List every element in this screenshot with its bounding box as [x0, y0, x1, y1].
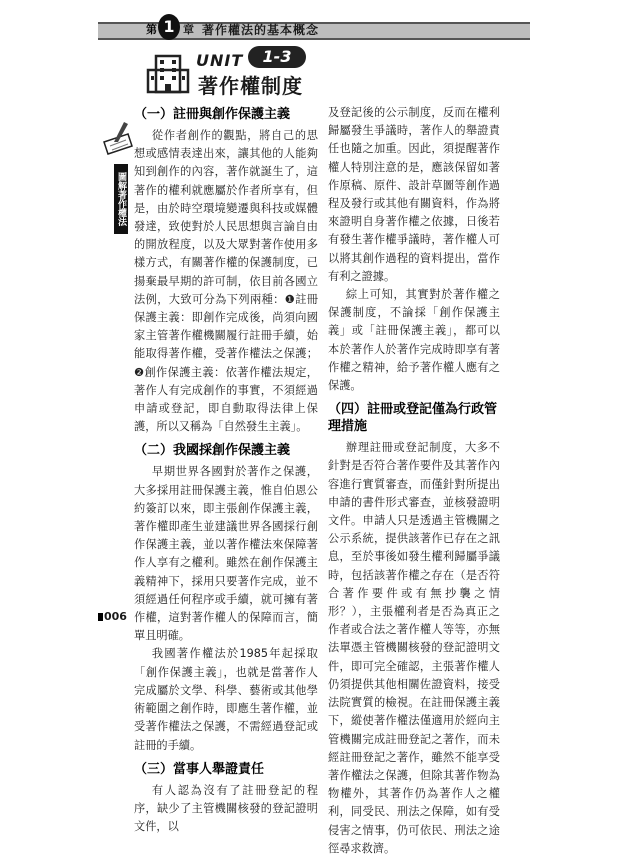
paragraph: 綜上可知，其實對於著作權之保護制度，不論採「創作保護主義」或「註冊保護主義」，都可以本於著作人於著作完成時即享有著作權之精神，給予著作權人應有之保護。: [328, 288, 500, 393]
chapter-prefix: 第: [146, 23, 157, 36]
pen-notebook-icon: [100, 118, 136, 158]
right-column: [328, 104, 500, 858]
chapter-title: 著作權法的基本概念: [202, 23, 320, 37]
paragraph: 從作者創作的觀點，將自己的思想或感情表達出來，讓其他的人能夠知到創作的內容，著作就誕生了，這著作的權利就應屬於作者所享有，但是，由於時空環境變遷與科技或媒體發達，致使對於人民思想與言論自由的開放程度，以及大眾對著作使用多樣方式，有關著作權的保護制度，已揚棄最早期的許可制，依目前各國立法例，大致可分為下列兩種：❶註冊保護主義：即創作完成後，尚須向國家主管著作權機關履行註冊手續，始能取得著作權，受著作權法之保護；❷創作保護主義：依著作權法規定，著作人有完成創作的事實，不須經過申請或登記，即自動取得法律上保護，所以又稱為「自然發生主義」。: [134, 129, 318, 434]
side-tab: 圖解著作權法: [114, 164, 128, 234]
heading-1: （一）註冊與創作保護主義: [134, 107, 291, 122]
unit-number-badge: 1-3: [248, 46, 306, 68]
unit-label: UNIT: [196, 51, 244, 70]
page-number-ornament: [98, 613, 103, 621]
building-icon: [146, 50, 190, 94]
paragraph: 早期世界各國對於著作之保護，大多採用註冊保護主義，惟自伯恩公約簽訂以來，即主張創作保護主義，著作權即產生並建議世界各國採行創作保護主義，並以著作權法來保障著作人享有之權利。雖然在創作保護主義精神下，採用只要著作完成，並不須經過任何程序或手續，就可擁有著作權，這對著作權人的保障而言，簡單且明確。: [134, 465, 318, 643]
paragraph: 及登記後的公示制度，反而在權利歸屬發生爭議時，著作人的舉證責任也隨之加重。因此，須提醒著作權人特別注意的是，應該保留如著作原稿、原件、設計草圖等創作過程及發行或其他有關資料，作為將來證明自身著作權之依據，日後若有發生著作權爭議時，著作權人可以將其創作過程的資料提出，當作有利之證據。: [328, 106, 500, 283]
chapter-suffix: 章: [183, 23, 194, 36]
section-title: 著作權制度: [198, 74, 303, 98]
heading-3: （三）當事人舉證責任: [134, 761, 265, 777]
left-column: [134, 100, 318, 836]
paragraph: 有人認為沒有了註冊登記的程序，缺少了主管機關核發的登記證明文件，以: [134, 783, 318, 834]
chapter-number: 1: [158, 14, 180, 40]
heading-2: （二）我國採創作保護主義: [134, 443, 291, 459]
page-number: 006: [104, 610, 127, 623]
heading-4: （四）註冊或登記僅為行政管理措施: [328, 402, 498, 435]
paragraph: 我國著作權法於1985年起採取「創作保護主義」，也就是當著作人完成屬於文學、科學、藝術或其他學術範圍之創作時，即應生著作權，並受著作權法之保護，不需經過登記或註冊的手續。: [134, 647, 318, 752]
paragraph: 辦理註冊或登記制度，大多不針對是否符合著作要件及其著作內容進行實質審查，而僅針對所提出申請的書件形式審查，並核發證明文件。申請人只是透過主管機關之公示系統，提供該著作已存在之訊息，至於事後如發生權利歸屬爭議時，包括該著作權之存在（是否符合著作要件或有無抄襲之情形？），主張權利者是否為真正之作者或合法之著作權人等等，亦無法單憑主管機關核發的登記證明文件，即可完全確認，主張著作權人仍須提供其他相關佐證資料，接受法院實質的檢視。在註冊保護主義下，縱使著作權法僅適用於經向主管機關完成註冊登記之著作，而未經註冊登記之著作，雖然不能享受著作權法之保護，但除其著作物為物權外，其著作仍為著作人之權利，同受民、刑法之保障，如有受侵害之情事，仍可依民、刑法之途徑尋求救濟。: [328, 441, 500, 855]
